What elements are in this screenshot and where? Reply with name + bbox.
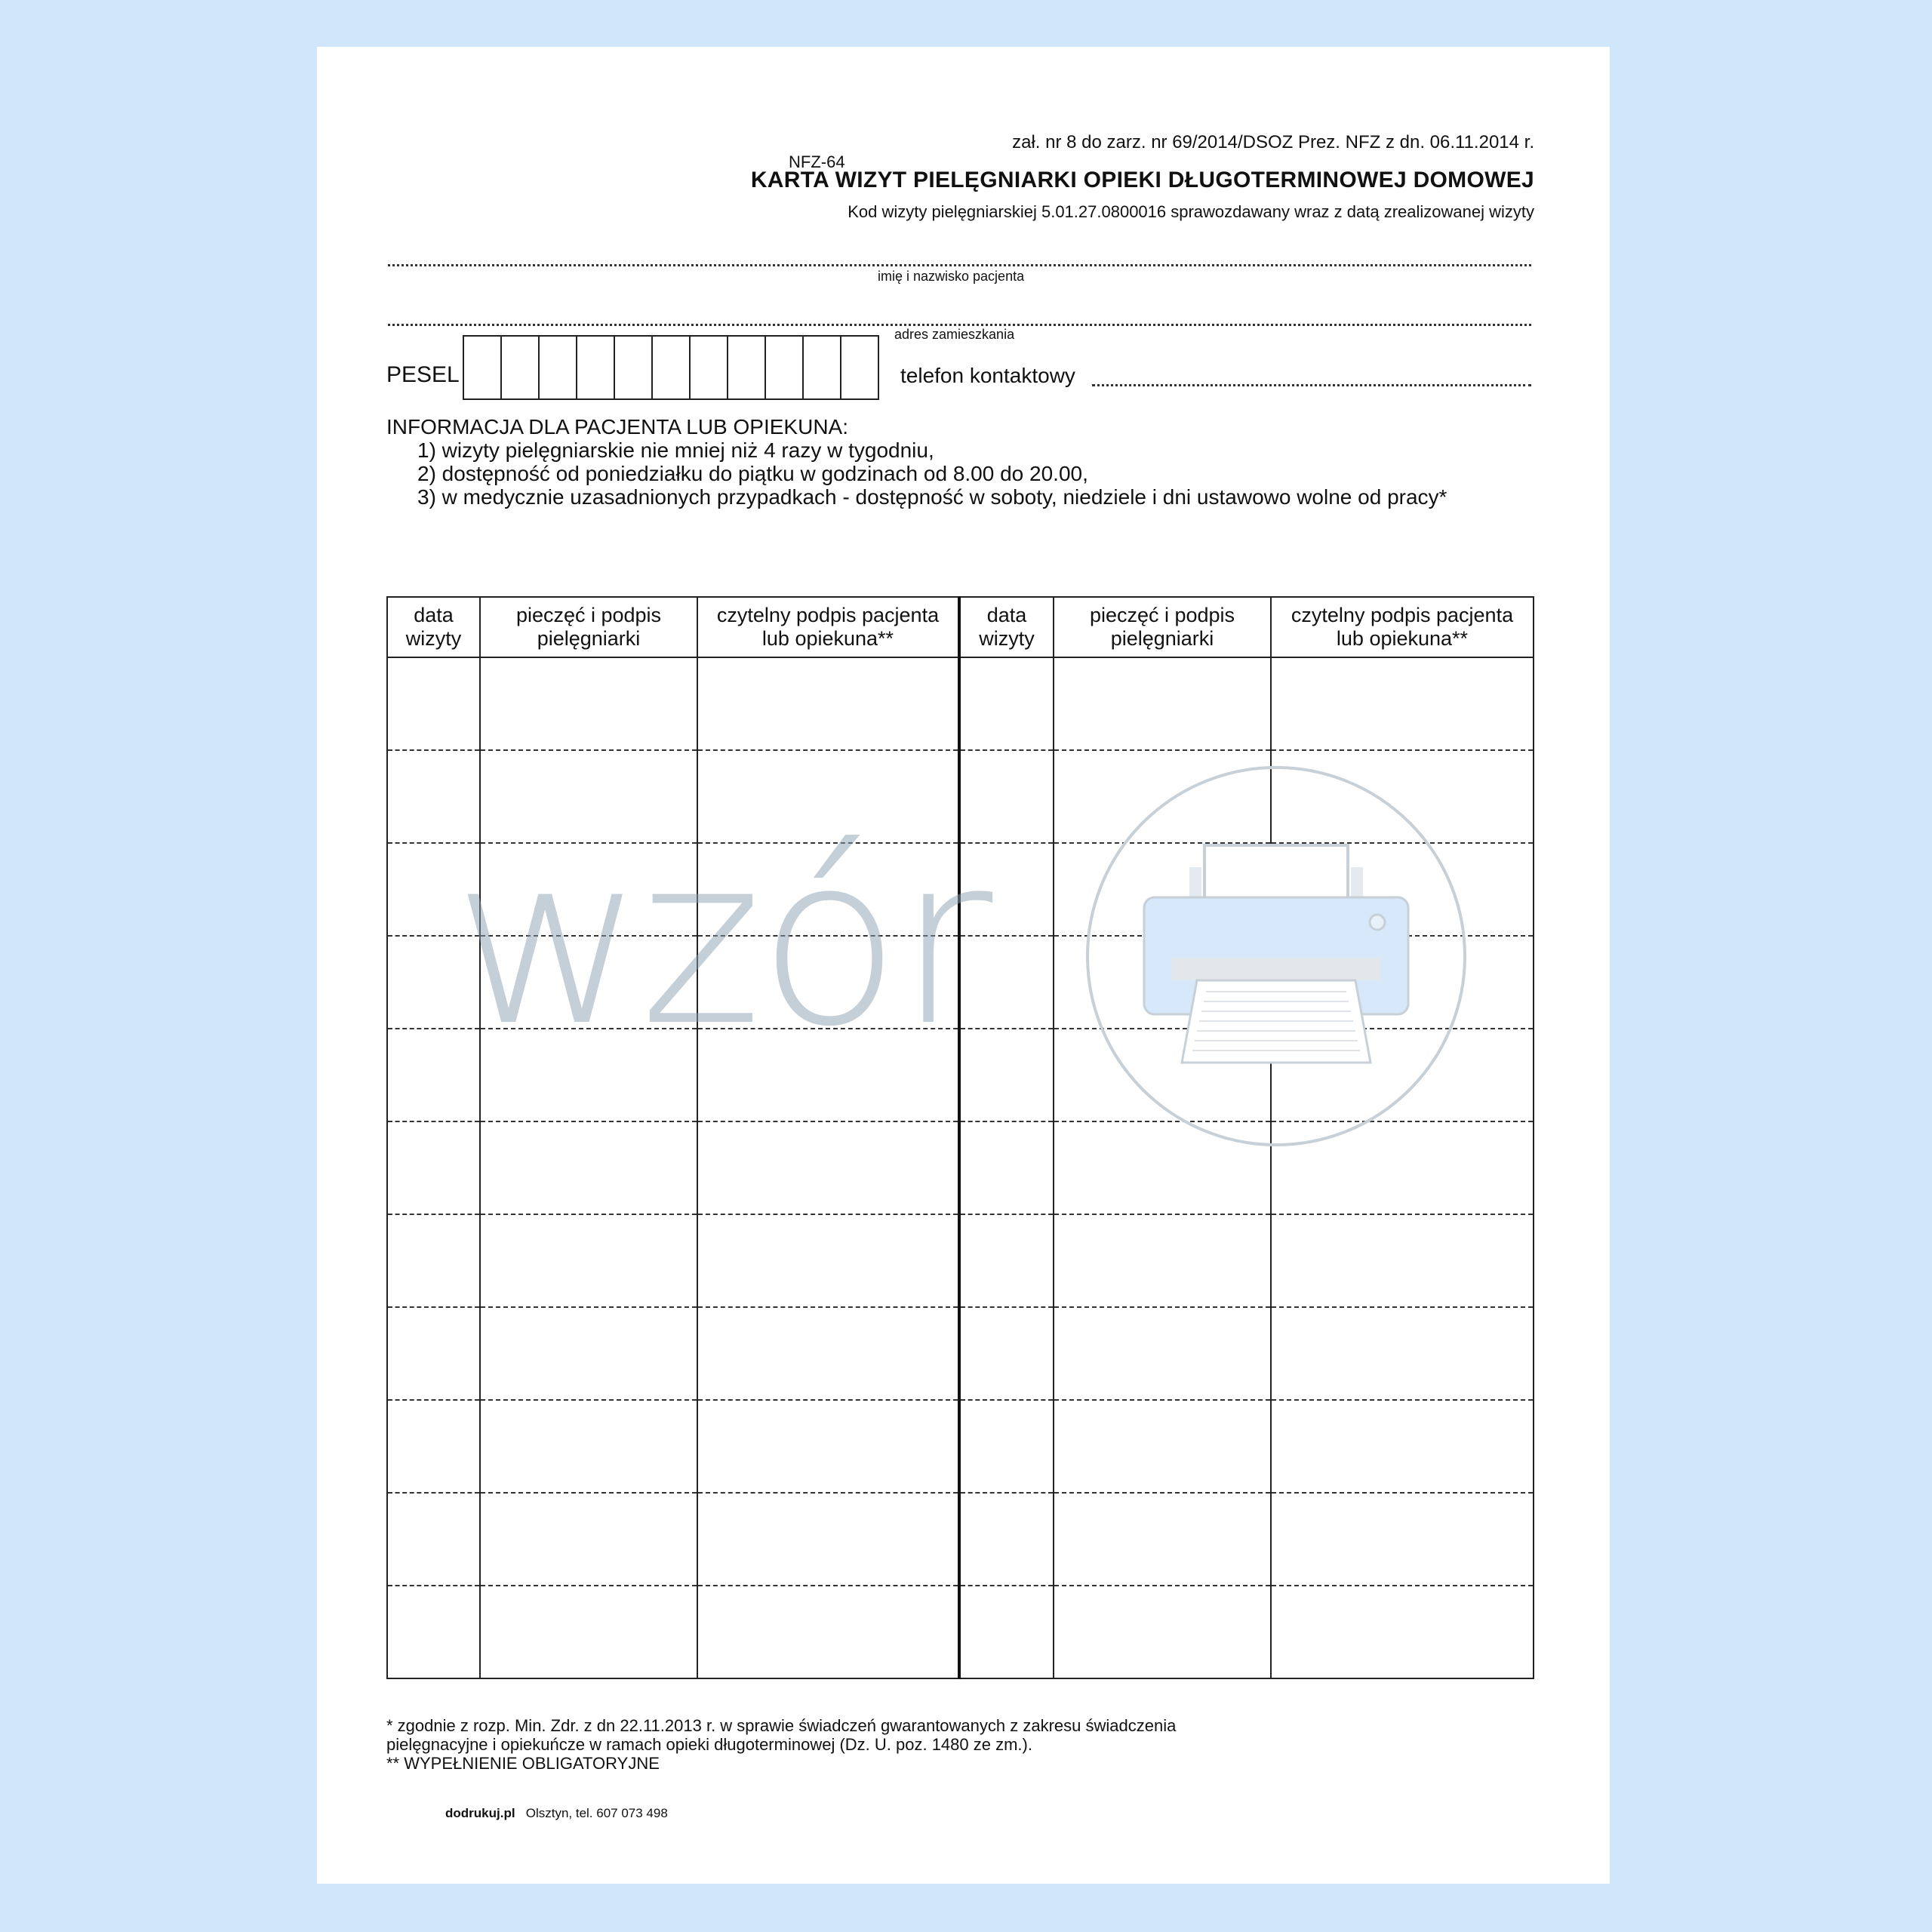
patient-address-caption: adres zamieszkania bbox=[894, 327, 1015, 342]
table-row bbox=[387, 936, 1534, 1029]
patient-signature-cell[interactable] bbox=[697, 750, 959, 843]
header-patient-signature: czytelny podpis pacjenta lub opiekuna** bbox=[1271, 597, 1534, 657]
patient-signature-cell[interactable] bbox=[1271, 1121, 1534, 1214]
watermark-text: wzór bbox=[453, 805, 989, 1078]
visit-date-cell[interactable] bbox=[959, 1214, 1054, 1307]
nurse-stamp-cell[interactable] bbox=[480, 843, 697, 936]
patient-signature-cell[interactable] bbox=[1271, 1029, 1534, 1121]
patient-signature-cell[interactable] bbox=[1271, 1586, 1534, 1678]
pesel-digit-box[interactable] bbox=[502, 337, 540, 398]
visit-date-cell[interactable] bbox=[387, 1029, 480, 1121]
info-list bbox=[417, 438, 1447, 509]
visit-code-note: Kod wizyty pielęgniarskiej 5.01.27.0800016 sprawozdawany wraz z datą zrealizowanej wizyty bbox=[848, 202, 1534, 221]
visit-date-cell[interactable] bbox=[387, 1307, 480, 1400]
table-row bbox=[387, 1214, 1534, 1307]
patient-signature-cell[interactable] bbox=[697, 1493, 959, 1586]
nurse-stamp-cell[interactable] bbox=[480, 1307, 697, 1400]
visit-date-cell[interactable] bbox=[387, 750, 480, 843]
patient-signature-cell[interactable] bbox=[697, 1586, 959, 1678]
nurse-stamp-cell[interactable] bbox=[480, 1029, 697, 1121]
header-nurse-stamp: pieczęć i podpis pielęgniarki bbox=[1054, 597, 1271, 657]
visit-table bbox=[386, 596, 1534, 1679]
header-patient-signature: czytelny podpis pacjenta lub opiekuna** bbox=[697, 597, 959, 657]
patient-signature-cell[interactable] bbox=[697, 1400, 959, 1493]
pesel-digit-box[interactable] bbox=[841, 337, 878, 398]
visit-date-cell[interactable] bbox=[959, 1400, 1054, 1493]
table-row bbox=[387, 1400, 1534, 1493]
header-visit-date: data wizyty bbox=[959, 597, 1054, 657]
info-heading: INFORMACJA DLA PACJENTA LUB OPIEKUNA: bbox=[386, 415, 848, 438]
patient-signature-cell[interactable] bbox=[697, 1121, 959, 1214]
nurse-stamp-cell[interactable] bbox=[480, 1214, 697, 1307]
pesel-digit-box[interactable] bbox=[653, 337, 691, 398]
nurse-stamp-cell[interactable] bbox=[1054, 1400, 1271, 1493]
patient-signature-cell[interactable] bbox=[1271, 750, 1534, 843]
publisher-footer bbox=[445, 1806, 668, 1821]
patient-signature-cell[interactable] bbox=[697, 843, 959, 936]
patient-name-caption: imię i nazwisko pacjenta bbox=[878, 269, 1025, 284]
pesel-label: PESEL bbox=[386, 362, 460, 387]
table-row bbox=[387, 843, 1534, 936]
pesel-digit-box[interactable] bbox=[577, 337, 615, 398]
pesel-digit-box[interactable] bbox=[766, 337, 804, 398]
patient-signature-cell[interactable] bbox=[1271, 1307, 1534, 1400]
publisher-brand: dodrukuj.pl bbox=[445, 1806, 515, 1820]
visit-date-cell[interactable] bbox=[959, 843, 1054, 936]
nurse-stamp-cell[interactable] bbox=[1054, 1029, 1271, 1121]
table-row bbox=[387, 1307, 1534, 1400]
regulation-reference: zał. nr 8 do zarz. nr 69/2014/DSOZ Prez. NFZ z dn. 06.11.2014 r. bbox=[1012, 132, 1534, 152]
pesel-digit-box[interactable] bbox=[464, 337, 502, 398]
visit-date-cell[interactable] bbox=[387, 1121, 480, 1214]
nurse-stamp-cell[interactable] bbox=[1054, 657, 1271, 750]
patient-signature-cell[interactable] bbox=[1271, 1214, 1534, 1307]
nurse-stamp-cell[interactable] bbox=[1054, 936, 1271, 1029]
pesel-input-boxes[interactable] bbox=[463, 335, 879, 400]
patient-signature-cell[interactable] bbox=[697, 1307, 959, 1400]
patient-address-field[interactable] bbox=[388, 324, 1531, 326]
visit-date-cell[interactable] bbox=[959, 1307, 1054, 1400]
nurse-stamp-cell[interactable] bbox=[1054, 1121, 1271, 1214]
visit-date-cell[interactable] bbox=[387, 1214, 480, 1307]
table-row bbox=[387, 1586, 1534, 1678]
patient-signature-cell[interactable] bbox=[697, 657, 959, 750]
visit-date-cell[interactable] bbox=[387, 657, 480, 750]
patient-signature-cell[interactable] bbox=[697, 1214, 959, 1307]
form-page bbox=[317, 47, 1610, 1884]
visit-date-cell[interactable] bbox=[959, 1029, 1054, 1121]
nurse-stamp-cell[interactable] bbox=[480, 657, 697, 750]
nurse-stamp-cell[interactable] bbox=[1054, 1493, 1271, 1586]
footnote-obligatory: ** WYPEŁNIENIE OBLIGATORYJNE bbox=[386, 1754, 660, 1773]
nurse-stamp-cell[interactable] bbox=[1054, 1214, 1271, 1307]
patient-signature-cell[interactable] bbox=[1271, 1493, 1534, 1586]
table-row bbox=[387, 750, 1534, 843]
table-row bbox=[387, 1121, 1534, 1214]
pesel-digit-box[interactable] bbox=[728, 337, 766, 398]
visit-date-cell[interactable] bbox=[387, 843, 480, 936]
visit-date-cell[interactable] bbox=[387, 1400, 480, 1493]
visit-date-cell[interactable] bbox=[959, 1121, 1054, 1214]
phone-field[interactable] bbox=[1092, 384, 1531, 386]
info-item: 2) dostępność od poniedziałku do piątku w godzinach od 8.00 do 20.00, bbox=[417, 462, 1088, 485]
pesel-digit-box[interactable] bbox=[691, 337, 728, 398]
table-header-row bbox=[387, 597, 1534, 657]
nurse-stamp-cell[interactable] bbox=[1054, 843, 1271, 936]
nurse-stamp-cell[interactable] bbox=[1054, 750, 1271, 843]
phone-label: telefon kontaktowy bbox=[900, 364, 1075, 387]
nurse-stamp-cell[interactable] bbox=[1054, 1586, 1271, 1678]
patient-signature-cell[interactable] bbox=[1271, 1400, 1534, 1493]
visit-date-cell[interactable] bbox=[959, 936, 1054, 1029]
header-nurse-stamp: pieczęć i podpis pielęgniarki bbox=[480, 597, 697, 657]
nurse-stamp-cell[interactable] bbox=[1054, 1307, 1271, 1400]
visit-date-cell[interactable] bbox=[387, 936, 480, 1029]
info-item: 3) w medycznie uzasadnionych przypadkach - dostępność w soboty, niedziele i dni ustawowo wolne od pracy* bbox=[417, 485, 1447, 509]
visit-date-cell[interactable] bbox=[959, 1586, 1054, 1678]
patient-signature-cell[interactable] bbox=[1271, 936, 1534, 1029]
nurse-stamp-cell[interactable] bbox=[480, 1493, 697, 1586]
pesel-digit-box[interactable] bbox=[804, 337, 841, 398]
visit-date-cell[interactable] bbox=[387, 1586, 480, 1678]
table-row bbox=[387, 657, 1534, 750]
footnote-regulation: * zgodnie z rozp. Min. Zdr. z dn 22.11.2013 r. w sprawie świadczeń gwarantowanych z zakresu świadczenia pielęgnacyjne i opiekuńcze w ramach opieki długoterminowej (Dz. U. poz. 1480 ze zm.). bbox=[386, 1716, 1177, 1754]
patient-signature-cell[interactable] bbox=[1271, 843, 1534, 936]
table-row bbox=[387, 1029, 1534, 1121]
info-item: 1) wizyty pielęgniarskie nie mniej niż 4 razy w tygodniu, bbox=[417, 438, 934, 462]
visit-date-cell[interactable] bbox=[959, 750, 1054, 843]
patient-signature-cell[interactable] bbox=[697, 936, 959, 1029]
nurse-stamp-cell[interactable] bbox=[480, 936, 697, 1029]
visit-date-cell[interactable] bbox=[959, 657, 1054, 750]
header-visit-date: data wizyty bbox=[387, 597, 480, 657]
pesel-digit-box[interactable] bbox=[540, 337, 577, 398]
nurse-stamp-cell[interactable] bbox=[480, 1400, 697, 1493]
nurse-stamp-cell[interactable] bbox=[480, 1586, 697, 1678]
nurse-stamp-cell[interactable] bbox=[480, 750, 697, 843]
pesel-digit-box[interactable] bbox=[615, 337, 653, 398]
publisher-contact: Olsztyn, tel. 607 073 498 bbox=[525, 1806, 668, 1820]
visit-date-cell[interactable] bbox=[959, 1493, 1054, 1586]
form-code: NFZ-64 bbox=[789, 152, 845, 171]
patient-name-field[interactable] bbox=[388, 264, 1531, 266]
visit-date-cell[interactable] bbox=[387, 1493, 480, 1586]
nurse-stamp-cell[interactable] bbox=[480, 1121, 697, 1214]
table-row bbox=[387, 1493, 1534, 1586]
patient-signature-cell[interactable] bbox=[697, 1029, 959, 1121]
form-title: KARTA WIZYT PIELĘGNIARKI OPIEKI DŁUGOTERMINOWEJ DOMOWEJ bbox=[750, 168, 1534, 192]
patient-signature-cell[interactable] bbox=[1271, 657, 1534, 750]
